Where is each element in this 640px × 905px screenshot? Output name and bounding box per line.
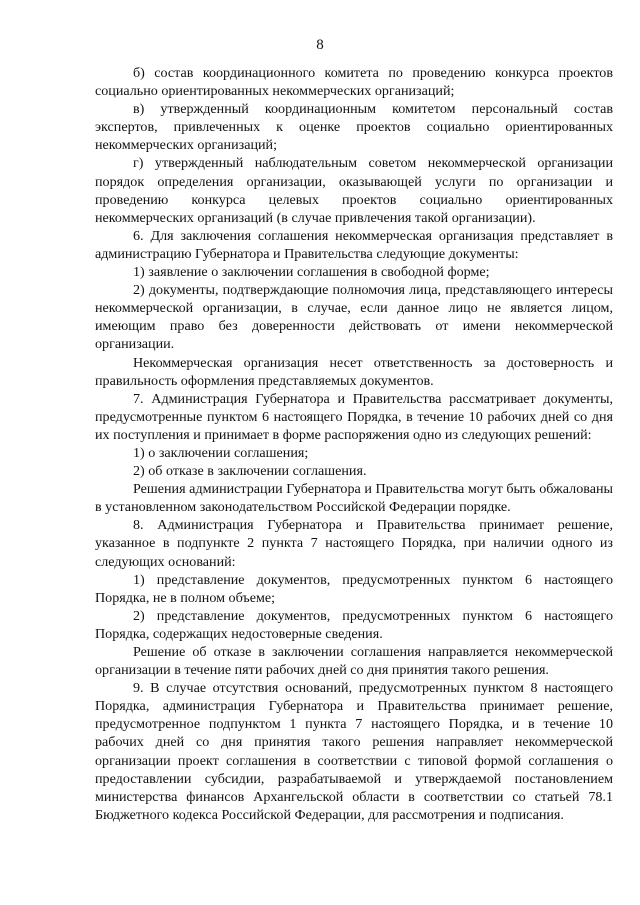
paragraph-clause-7-item-2: 2) об отказе в заключении соглашения.: [133, 463, 367, 480]
paragraph-refusal-notice: Решение об отказе в заключении соглашения направляется некоммерческой организации в течение пяти рабочих дней со дня принятия такого решения.: [95, 644, 613, 679]
paragraph-clause-8-item-1: 1) представление документов, предусмотренных пунктом 6 настоящего Порядка, не в полном объеме;: [95, 571, 613, 606]
paragraph-clause-8-item-2: 2) представление документов, предусмотренных пунктом 6 настоящего Порядка, содержащих недостоверные сведения.: [95, 607, 613, 642]
paragraph-item-g: г) утвержденный наблюдательным советом некоммерческой организации порядок определения организации, оказывающей услуги по организации и проведению конкурса целевых проектов социально ориентированных некоммерческих организаций (в случае привлечения такой организации).: [95, 155, 613, 226]
paragraph-clause-9: 9. В случае отсутствия оснований, предусмотренных пунктом 8 настоящего Порядка, администрация Губернатора и Правительства принимает решение, предусмотренное подпунктом 1 пункта 7 настоящего Порядка, и в течение 10 рабочих дней со дня принятия такого решения направляет некоммерческой организации проект соглашения в соответствии с типовой формой соглашения о предоставлении субсидии, разрабатываемой и утверждаемой постановлением министерства финансов Архангельской области в соответствии со статьей 78.1 Бюджетного кодекса Российской Федерации, для рассмотрения и подписания.: [95, 680, 613, 823]
paragraph-clause-6-item-2: 2) документы, подтверждающие полномочия лица, представляющего интересы некоммерческой организации, в случае, если данное лицо не является лицом, имеющим право без доверенности действовать от имени некоммерческой организации.: [95, 282, 613, 353]
paragraph-item-v: в) утвержденный координационным комитетом персональный состав экспертов, привлеченных к оценке проектов социально ориентированных некоммерческих организаций;: [95, 101, 613, 154]
paragraph-item-b: б) состав координационного комитета по проведению конкурса проектов социально ориентированных некоммерческих организаций;: [95, 65, 613, 100]
paragraph-appeal: Решения администрации Губернатора и Правительства могут быть обжалованы в установленном законодательством Российской Федерации порядке.: [95, 481, 613, 516]
paragraph-clause-6-item-1: 1) заявление о заключении соглашения в свободной форме;: [133, 264, 490, 281]
paragraph-clause-8: 8. Администрация Губернатора и Правительства принимает решение, указанное в подпункте 2 пункта 7 настоящего Порядка, при наличии одного из следующих оснований:: [95, 517, 613, 570]
paragraph-responsibility: Некоммерческая организация несет ответственность за достоверность и правильность оформления представляемых документов.: [95, 354, 613, 389]
document-body: [95, 64, 613, 824]
paragraph-clause-7: 7. Администрация Губернатора и Правительства рассматривает документы, предусмотренные пунктом 6 настоящего Порядка, в течение 10 рабочих дней со дня их поступления и принимает в форме распоряжения одно из следующих решений:: [95, 390, 613, 443]
paragraph-clause-7-item-1: 1) о заключении соглашения;: [133, 444, 309, 461]
page-number: 8: [316, 37, 324, 53]
paragraph-clause-6: 6. Для заключения соглашения некоммерческая организация представляет в администрацию Губернатора и Правительства следующие документы:: [95, 227, 613, 262]
